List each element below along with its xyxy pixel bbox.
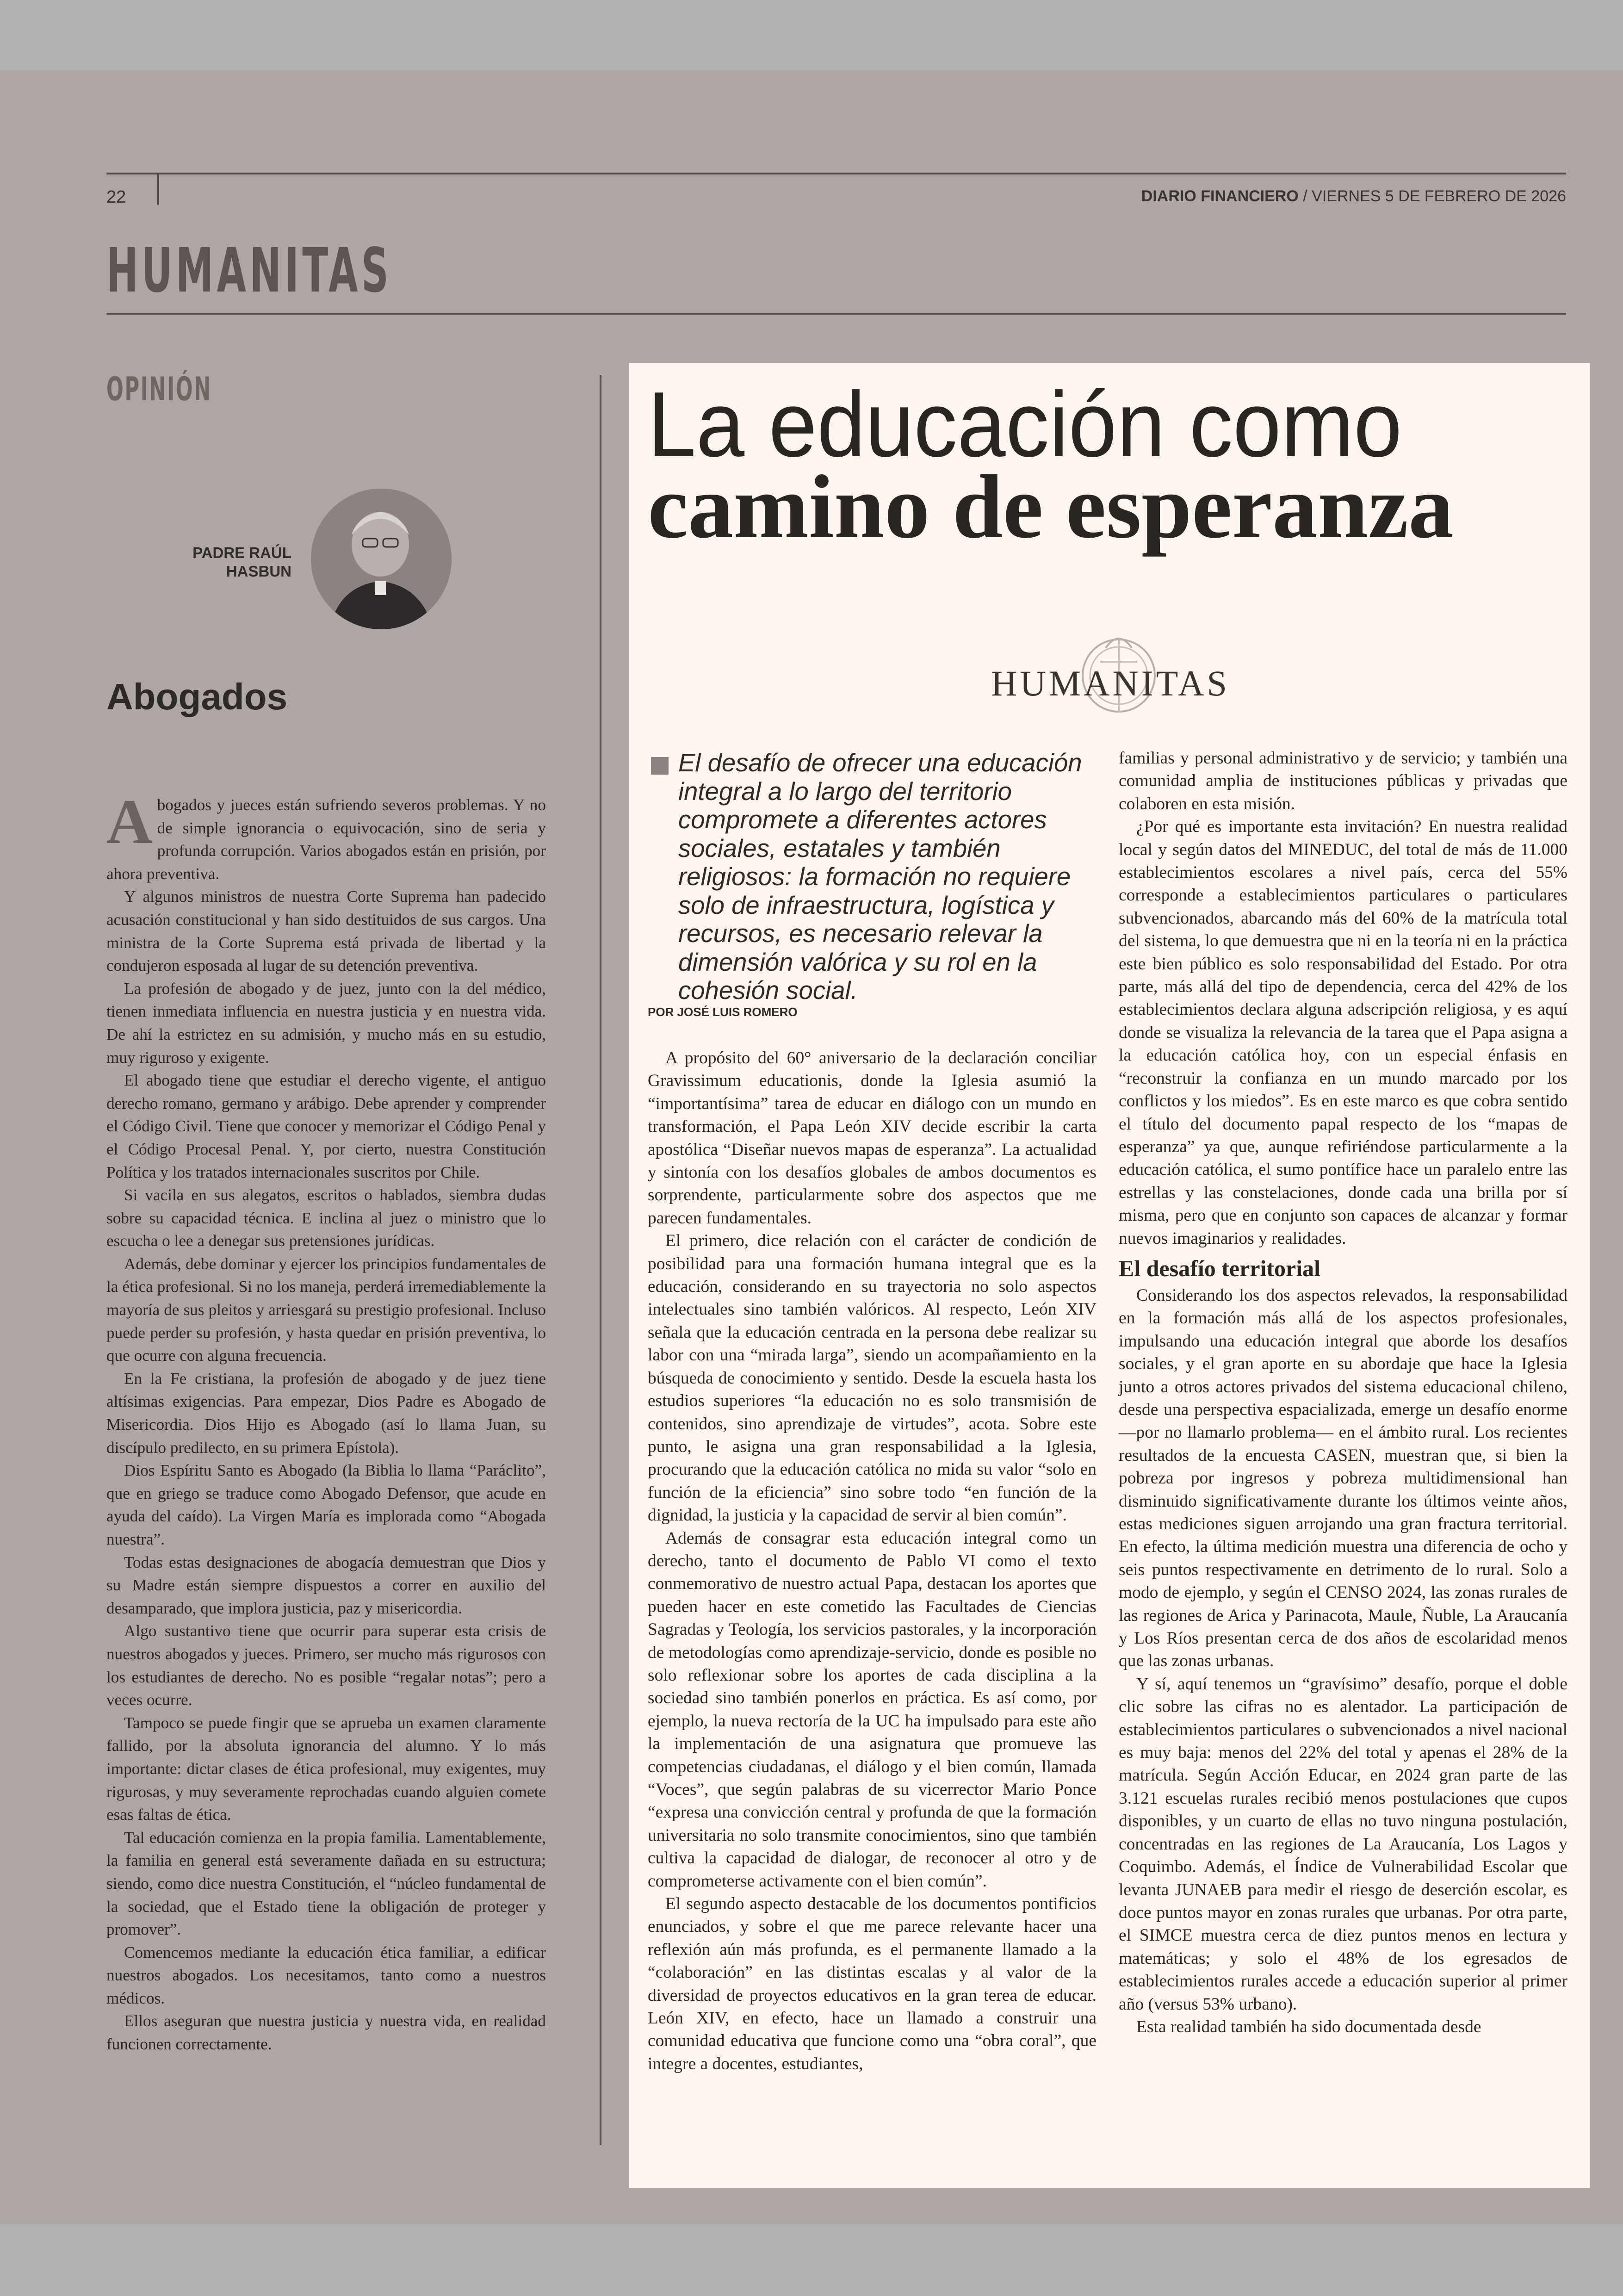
opinion-paragraph: Dios Espíritu Santo es Abogado (la Biblia lo llama “Paráclito”, que en griego se traduce como Abogado Defensor, que acude en ayuda del caído). La Virgen María es implorada como “Abogada nuestra”.	[106, 1461, 546, 1548]
opinion-paragraph: Además, debe dominar y ejercer los principios fundamentales de la ética profesional. Si no los maneja, perderá irremediablemente la mayoría de sus pleitos y arriesgará su prestigio profesional. Incluso puede perder su profesión, y hasta quedar en prisión preventiva, lo que ocurre con alguna frecuencia.	[106, 1254, 546, 1365]
article-headline-line1: La educación como	[648, 373, 1402, 476]
article-paragraph: Esta realidad también ha sido documentada desde	[1136, 2017, 1481, 2036]
drop-cap: A	[106, 786, 153, 857]
article-paragraph: A propósito del 60° aniversario de la declaración conciliar Gravissimum educationis, donde la Iglesia asumió la “importantísima” tarea de educar en diálogo con un mundo en transformación, el Papa León XIV decide escribir la carta apostólica “Diseñar nuevos mapas de esperanza”. La actualidad y sintonía con los desafíos globales de ambos documentos es sorprendente, particularmente sobre dos aspectos que me parecen fundamentales.	[648, 1049, 1096, 1228]
opinion-paragraph: Comencemos mediante la educación ética familiar, a edificar nuestros abogados. Los necesitamos, tanto como a nuestros médicos.	[106, 1943, 546, 2007]
section-title: HUMANITAS	[106, 235, 392, 306]
article-paragraph: Y sí, aquí tenemos un “gravísimo” desafío, porque el doble clic sobre las cifras no es alentador. La participación de establecimientos particulares o subvencionados a nivel nacional es muy baja: menos del 22% del total y apenas el 28% de la matrícula. Según Acción Educar, en 2024 gran parte de las 3.121 escuelas rurales recibió menos postulaciones que cupos disponibles, y un cuarto de ellas no tuvo ninguna postulación, concentradas en las regiones de La Araucanía, Los Lagos y Coquimbo. Además, el Índice de Vulnerabilidad Escolar que levanta JUNAEB para medir el riesgo de deserción escolar, es doce puntos mayor en zonas rurales que urbanas. Por otra parte, el SIMCE muestra cerca de diez puntos menos en lectura y matemáticas; y solo el 48% de los egresados de establecimientos rurales accede a educación superior al primer año (versus 53% urbano).	[1119, 1674, 1567, 2014]
page-number: 22	[106, 187, 126, 207]
opinion-paragraph: Tal educación comienza en la propia familia. Lamentablemente, la familia en general está severamente dañada en su estructura; siendo, como dice nuestra Constitución, el “núcleo fundamental de la sociedad, que el Estado tiene la obligación de proteger y promover”.	[106, 1828, 546, 1939]
article-subhead: El desafío territorial	[1119, 1255, 1320, 1281]
article-paragraph: Considerando los dos aspectos relevados, la responsabilidad en la formación más allá de los aspectos profesionales, impulsando una educación integral que aborde los desafíos sociales, y el gran aporte en su abordaje que hace la Iglesia junto a otros actores privados del sistema educacional chileno, desde una perspectiva espacializada, emerge un desafío enorme —por no llamarlo problema— en el ámbito rural. Los recientes resultados de la encuesta CASEN, muestran que, si bien la pobreza por ingresos y pobreza multidimensional han disminuido significativamente durante los últimos veinte años, estas mediciones siguen arrojando una gran fractura territorial. En efecto, la última medición muestra una diferencia de ocho y seis puntos respectivamente en detrimento de lo rural. Solo a modo de ejemplo, y según el CENSO 2024, las zonas rurales de las regiones de Arica y Parinacota, Maule, Ñuble, La Araucanía y Los Ríos presentan cerca de dos años de escolaridad menos que las zonas urbanas.	[1119, 1285, 1567, 1671]
opinion-paragraph: Algo sustantivo tiene que ocurrir para superar esta crisis de nuestros abogados y jueces. Primero, ser mucho más rigurosos con los estudiantes de derecho. No es posible “regalar notas”; pero a veces ocurre.	[106, 1622, 546, 1709]
publication-name: DIARIO FINANCIERO	[1141, 187, 1299, 205]
article-paragraph: Además de consagrar esta educación integral como un derecho, tanto el documento de Pablo VI como el texto conmemorativo de nuestro actual Papa, destacan los aportes que pueden hacer en este cometido las Facultades de Ciencias Sagradas y Teología, los servicios pastorales, y la incorporación de metodologías como aprendizaje-servicio, donde es posible no solo reflexionar sobre los aportes de cada disciplina a la sociedad sino también ponerlos en práctica. Es así como, por ejemplo, la nueva rectoría de la UC ha impulsado para este año la implementación de una asignatura que promueve las competencias ciudadanas, el diálogo y el bien común, llamada “Voces”, que según palabras de su vicerrector Mario Ponce “expresa una convicción central y profunda de que la formación universitaria no solo transmite conocimientos, sino que también cultiva la capacidad de dialogar, de reconocer al otro y de comprometerse activamente con el bien común”.	[648, 1528, 1096, 1891]
issue-date: / VIERNES 5 DE FEBRERO DE 2026	[1298, 187, 1566, 205]
opinion-paragraph: La profesión de abogado y de juez, junto con la del médico, tienen inmediata influencia en nuestra justicia y en nuestra vida. De ahí la estrictez en su admisión, y mucho más en su estudio, muy riguroso y exigente.	[106, 979, 546, 1067]
deck-bullet-icon	[651, 757, 669, 775]
opinion-paragraph: Y algunos ministros de nuestra Corte Suprema han padecido acusación constitucional y han sido destituidos de sus cargos. Una ministra de la Corte Suprema está privada de libertad y la condujeron esposada al lugar de su detención preventiva.	[106, 887, 546, 975]
column-divider	[600, 375, 601, 2145]
opinion-paragraph: Tampoco se puede fingir que se aprueba un examen claramente fallido, por la absoluta ignorancia del alumno. Y lo más importante: dictar clases de ética profesional, muy exigentes, muy rigurosas, y muy severamente reprochadas cuando alguien comete esas faltas de ética.	[106, 1713, 546, 1824]
opinion-paragraph: Todas estas designaciones de abogacía demuestran que Dios y su Madre están siempre dispuestos a correr en auxilio del desamparado, que implora justicia, paz y misericordia.	[106, 1553, 546, 1617]
opinion-paragraph: Si vacila en sus alegatos, escritos o hablados, siembra dudas sobre su capacidad técnica. E inclina al juez o ministro que lo escucha o lee a denegar sus pretensiones jurídicas.	[106, 1186, 546, 1250]
author-name-line2: HASBUN	[226, 563, 291, 580]
opinion-paragraph-1: Abogados y jueces están sufriendo severos problemas. Y no de simple ignorancia o equivocación, sino de seria y profunda corrupción. Varios abogados están en prisión, por ahora preventiva.	[106, 786, 546, 883]
opinion-label: OPINIÓN	[106, 370, 212, 408]
header-rule-notch	[157, 173, 159, 205]
opinion-paragraph: El abogado tiene que estudiar el derecho vigente, el antiguo derecho romano, germano y arábigo. Debe aprender y comprender el Código Civil. Tiene que conocer y memorizar el Código Penal y el Código Procesal Penal. Y, por cierto, nuestra Constitución Política y los tratados internacionales suscritos por Chile.	[106, 1071, 546, 1181]
author-name-line1: PADRE RAÚL	[192, 544, 291, 561]
header-rule	[106, 173, 1566, 174]
article-paragraph: El primero, dice relación con el carácter de condición de posibilidad para una formación humana integral que es la educación, considerando en su trayectoria no solo aspectos intelectuales sino también valóricos. Al respecto, León XIV señala que la educación centrada en la persona debe realizar su labor con una “mirada larga”, siendo un acompañamiento en la búsqueda de conocimiento y sentido. Desde la escuela hasta los estudios superiores “la educación no es solo transmisión de contenidos, sino aprendizaje de virtudes”, acota. Sobre este punto, le asigna una gran responsabilidad a la Iglesia, procurando que la educación católica no mida su valor “solo en función de la eficiencia” sino sobre todo “en función de la dignidad, la justicia y la capacidad de servir al bien común”.	[648, 1231, 1096, 1525]
humanitas-logo: HUMANITAS	[991, 663, 1230, 703]
page-bottom-margin	[0, 2224, 1623, 2296]
article-headline-line2: camino de esperanza	[648, 457, 1454, 557]
article-deck: El desafío de ofrecer una educación integral a lo largo del territorio compromete a diferentes actores sociales, estatales y también religiosos: la formación no requiere solo de infraestructura, logística y recursos, es necesario relevar la dimensión valórica y su rol en la cohesión social.	[678, 749, 1082, 1005]
opinion-paragraph: Ellos aseguran que nuestra justicia y nuestra vida, en realidad funcionen correctamente.	[106, 2012, 546, 2054]
author-name	[176, 544, 291, 581]
article-paragraph: ¿Por qué es importante esta invitación? En nuestra realidad local y según datos del MINEDUC, del total de más de 11.000 establecimientos escolares a nivel país, cerca del 55% corresponde a establecimientos particulares o particulares subvencionados, abarcando más del 60% de la matrícula total del sistema, lo que demuestra que ni en la teoría ni en la práctica este bien público es solo responsabilidad del Estado. Por otra parte, más allá del tipo de dependencia, cerca del 42% de los establecimientos declara alguna adscripción religiosa, y es aquí donde se visualiza la relevancia de la tarea que el Papa asigna a la educación católica hoy, con un especial énfasis en “reconstruir la confianza en un mundo marcado por los conflictos y los miedos”. Es en este marco es que cobra sentido el título del documento papal respecto de los “mapas de esperanza” ya que, aunque refiriéndose particularmente a la educación católica, el sumo pontífice hace un paralelo entre las estrellas y las constelaciones, donde cada una brilla por sí misma, pero que en conjunto son capaces de alcanzar y formar nuevos imaginarios y realidades.	[1119, 817, 1567, 1248]
opinion-body	[106, 786, 546, 2056]
author-portrait-illustration	[311, 489, 452, 629]
article-paragraph: El segundo aspecto destacable de los documentos pontificios enunciados, y sobre el que me parece relevante hacer una reflexión aún más profunda, es el permanente llamado a la “colaboración” en las distintas escalas y al valor de la diversidad de proyectos educativos en la gran terea de educar. León XIV, en efecto, hace un llamado a construir una comunidad educativa que funcione como una “obra coral”, que integre a docentes, estudiantes,	[648, 1894, 1096, 2073]
masthead	[1141, 187, 1566, 205]
article-column-1	[648, 1047, 1096, 2075]
article-paragraph: familias y personal administrativo y de servicio; y también una comunidad amplia de instituciones públicas y privadas que colaboren en esta misión.	[1119, 749, 1567, 813]
article-column-2	[1119, 747, 1567, 2038]
article-byline: POR JOSÉ LUIS ROMERO	[648, 1005, 798, 1019]
opinion-paragraph: En la Fe cristiana, la profesión de abogado y de juez tiene altísimas exigencias. Para empezar, Dios Padre es Abogado de Misericordia. Dios Hijo es Abogado (así lo llama Juan, su discípulo predilecto, en su primera Epístola).	[106, 1369, 546, 1457]
opinion-column-title: Abogados	[106, 676, 288, 717]
section-rule	[106, 313, 1566, 315]
author-photo	[311, 489, 452, 629]
